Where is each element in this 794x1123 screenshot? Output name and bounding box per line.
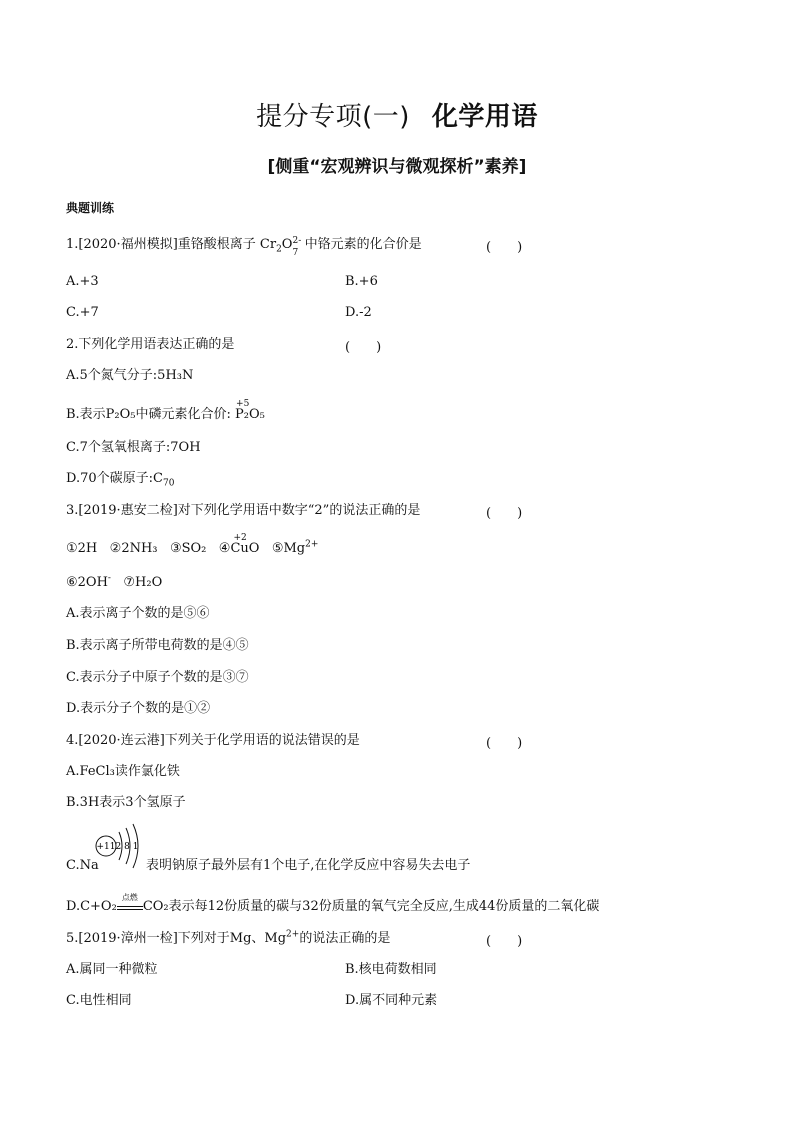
q3-option-c[interactable]: C.表示分子中原子个数的是③⑦	[66, 670, 249, 685]
q5-stem-end: 的说法正确的是	[299, 931, 391, 946]
q1-option-c[interactable]: C.+7	[66, 305, 99, 320]
q1-option-a[interactable]: A.+3	[66, 274, 99, 289]
q4-option-d[interactable]	[66, 892, 600, 916]
q1-answer-paren[interactable]: ( )	[486, 240, 523, 255]
title-part-1: 提分专项(一)	[256, 102, 410, 132]
q5-answer-paren[interactable]: ( )	[486, 934, 523, 949]
q3-option-b[interactable]: B.表示离子所带电荷数的是④⑤	[66, 638, 249, 653]
title-part-2: 化学用语	[431, 102, 538, 132]
q3-item-3: ③SO₂	[169, 541, 207, 556]
q2-option-a[interactable]: A.5个氮气分子:5H₃N	[66, 368, 194, 383]
q3-item-4-cu: Cu	[230, 541, 249, 556]
q3-item-4-o: O	[248, 541, 260, 556]
q4-option-d-products: CO₂表示每12份质量的碳与32份质量的氧气完全反应,生成44份质量的二氧化碳	[142, 899, 600, 914]
q1-option-b[interactable]: B.+6	[345, 274, 378, 289]
q3-items-line-2	[66, 574, 162, 592]
q2-option-d[interactable]	[66, 470, 174, 488]
q3-item-6: ⑥2OH	[66, 575, 108, 590]
q2-answer-paren[interactable]: ( )	[345, 340, 382, 355]
q4-option-d-reactants: D.C+O₂	[66, 899, 117, 914]
q3-item-4-charge: +2	[233, 533, 247, 543]
q3-stem: 3.[2019·惠安二检]对下列化学用语中数字“2”的说法正确的是	[66, 503, 421, 518]
q5-option-d[interactable]: D.属不同种元素	[345, 993, 438, 1008]
reaction-condition-label: 点燃	[121, 892, 138, 902]
q4-stem: 4.[2020·连云港]下列关于化学用语的说法错误的是	[66, 733, 360, 748]
q2-option-b[interactable]	[66, 399, 265, 424]
q2-option-b-text: B.表示P₂O₅中磷元素化合价:	[66, 407, 231, 422]
page-title	[0, 96, 794, 133]
q5-stem-sup: 2+	[286, 929, 300, 940]
q1-stem: 1.[2020·福州模拟]重铬酸根离子 $Cr_2O$ 2- 7 中铬元素的化合价是	[66, 236, 422, 258]
q5-option-c[interactable]: C.电性相同	[66, 993, 132, 1008]
reaction-condition-arrow	[117, 892, 143, 913]
q4-option-c-text-end: 表明钠原子最外层有1个电子,在化学反应中容易失去电子	[146, 858, 471, 873]
q1-option-d[interactable]: D.-2	[345, 305, 372, 320]
q2-option-c[interactable]: C.7个氢氧根离子:7OH	[66, 440, 201, 455]
q1-stem-start: 1.[2020·福州模拟]重铬酸根离子 Cr	[66, 237, 277, 252]
q3-option-a[interactable]: A.表示离子个数的是⑤⑥	[66, 606, 210, 621]
q5-stem	[66, 930, 390, 948]
q2-option-d-text: D.70个碳原子:C	[66, 471, 163, 486]
q3-item-5-sup: 2+	[305, 539, 319, 550]
q3-item-6-sup: -	[107, 573, 111, 584]
electron-shell-counts: 2 8 1	[115, 842, 139, 852]
q3-items-line-1	[66, 533, 319, 558]
q1-stem-end: 中铬元素的化合价是	[300, 237, 422, 252]
q2-option-b-formula	[235, 399, 250, 424]
q3-item-2: ②2NH₃	[109, 541, 158, 556]
q4-option-c-text-start[interactable]: C.Na	[66, 858, 99, 873]
q5-option-a[interactable]: A.属同一种微粒	[66, 962, 158, 977]
q3-item-5: ⑤Mg	[271, 541, 306, 556]
sodium-atom-structure-diagram	[94, 820, 146, 878]
nucleus-charge: +11	[96, 842, 116, 852]
q3-answer-paren[interactable]: ( )	[486, 506, 523, 521]
q3-item-4-formula	[230, 533, 249, 558]
q3-item-4-marker: ④	[218, 541, 231, 556]
q2-option-d-sub: 70	[162, 478, 175, 489]
q4-answer-paren[interactable]: ( )	[486, 736, 523, 751]
q2-option-b-charge: +5	[236, 399, 250, 409]
q3-option-d[interactable]: D.表示分子个数的是①②	[66, 701, 211, 716]
q3-item-7: ⑦H₂O	[123, 575, 163, 590]
q2-stem: 2.下列化学用语表达正确的是	[66, 337, 235, 352]
q4-option-a[interactable]: A.FeCl₃读作氯化铁	[66, 764, 180, 779]
q3-item-1: ①2H	[66, 541, 98, 556]
page-subtitle: [侧重“宏观辨识与微观探析”素养]	[267, 157, 527, 177]
q2-option-b-p: P	[235, 407, 244, 422]
section-label: 典题训练	[66, 201, 115, 215]
q5-stem-start: 5.[2019·漳州一检]下列对于Mg、Mg	[66, 931, 287, 946]
q4-option-b[interactable]: B.3H表示3个氢原子	[66, 795, 186, 810]
q2-option-b-rest: ₂O₅	[243, 407, 265, 422]
q5-option-b[interactable]: B.核电荷数相同	[345, 962, 437, 977]
